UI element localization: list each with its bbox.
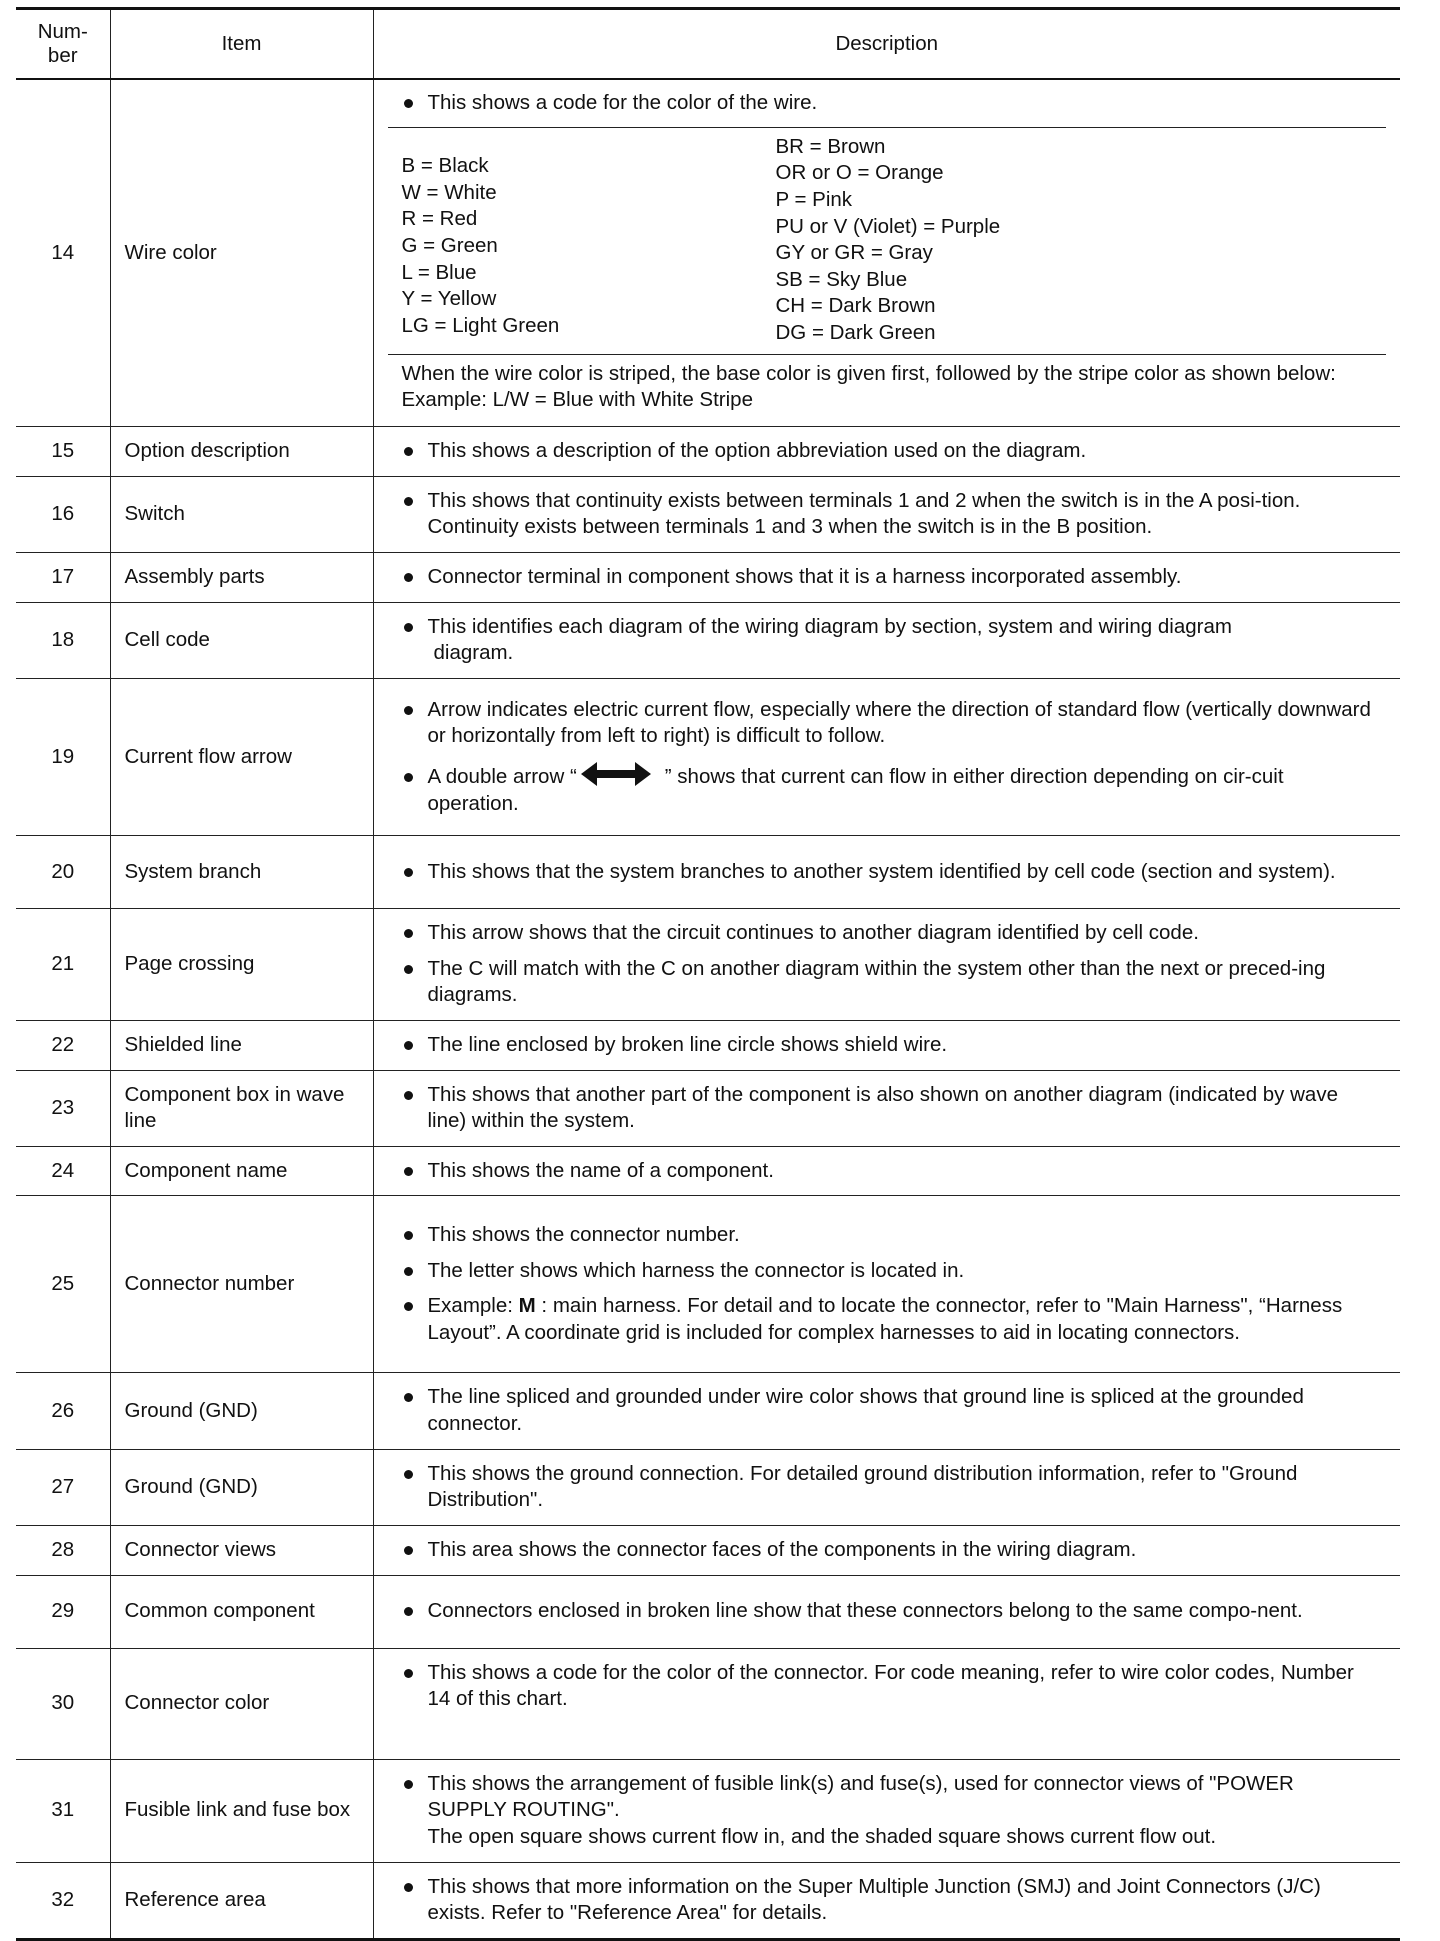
- row-item: Connector views: [110, 1526, 373, 1576]
- color-code: Y = Yellow: [401, 287, 497, 311]
- table-row: [16, 1373, 1400, 1449]
- row-number: 20: [16, 835, 110, 908]
- description-bullet: The line enclosed by broken line circle shows shield wire.: [402, 1032, 1373, 1059]
- row-item: Wire color: [110, 79, 373, 427]
- row-description: [373, 1373, 1400, 1449]
- row-item: Fusible link and fuse box: [110, 1759, 373, 1862]
- description-bullet: This shows a description of the option abbreviation used on the diagram.: [402, 438, 1373, 465]
- row-item: Assembly parts: [110, 552, 373, 602]
- row-number: 23: [16, 1070, 110, 1146]
- row-description: [373, 1526, 1400, 1576]
- description-bullet: This shows that the system branches to another system identified by cell code (section and system).: [402, 859, 1373, 886]
- description-bullet: This shows that more information on the Super Multiple Junction (SMJ) and Joint Connectors (J/C) exists. Refer to "Reference Area" for details.: [402, 1874, 1373, 1927]
- color-code: CH = Dark Brown: [775, 294, 936, 318]
- description-bullet: The letter shows which harness the connector is located in.: [402, 1258, 1373, 1285]
- bullet-text-continued: The open square shows current flow in, and the shaded square shows current flow out.: [427, 1824, 1217, 1848]
- description-bullet: [402, 764, 1373, 817]
- description-bullet: This arrow shows that the circuit continues to another diagram identified by cell code.: [402, 920, 1373, 947]
- row-description: [373, 835, 1400, 908]
- row-item: Page crossing: [110, 908, 373, 1020]
- description-bullet: This shows the name of a component.: [402, 1158, 1373, 1185]
- row-description: [373, 427, 1400, 477]
- table-row: [16, 1196, 1400, 1373]
- table-row: [16, 79, 1400, 427]
- description-bullet: This shows that another part of the component is also shown on another diagram (indicated by wave line) within the system.: [402, 1082, 1373, 1135]
- description-bullet: This shows the ground connection. For detailed ground distribution information, refer to "Ground Distribution".: [402, 1461, 1373, 1514]
- description-bullet: Arrow indicates electric current flow, especially where the direction of standard flow (vertically downward or horizontally from left to right) is difficult to follow.: [402, 697, 1373, 750]
- row-description: [373, 1862, 1400, 1939]
- color-code: P = Pink: [775, 187, 853, 211]
- table-row: [16, 1449, 1400, 1525]
- table-row: [16, 908, 1400, 1020]
- table-row: [16, 476, 1400, 552]
- header-description: Description: [373, 9, 1400, 80]
- stripe-example: Example: L/W = Blue with White Stripe: [401, 388, 753, 412]
- wire-color-list-left: [402, 141, 776, 339]
- description-bullet: This shows that continuity exists between terminals 1 and 2 when the switch is in the A posi-tion. Continuity exists between terminals 1 and 3 when the switch is in the B position.: [402, 488, 1373, 541]
- row-description: [373, 1575, 1400, 1648]
- stripe-explanation: [388, 354, 1387, 422]
- row-number: 32: [16, 1862, 110, 1939]
- row-number: 16: [16, 476, 110, 552]
- wiring-diagram-legend-table: [16, 7, 1400, 1941]
- row-description: [373, 1648, 1400, 1759]
- description-bullet: [402, 1293, 1373, 1346]
- row-item: Reference area: [110, 1862, 373, 1939]
- bullet-text-continued: diagram.: [433, 641, 514, 665]
- table-row: [16, 1146, 1400, 1196]
- description-bullet: This area shows the connector faces of the components in the wiring diagram.: [402, 1537, 1373, 1564]
- table-row: [16, 678, 1400, 835]
- row-description: [373, 1020, 1400, 1070]
- description-bullet: The line spliced and grounded under wire color shows that ground line is spliced at the grounded connector.: [402, 1384, 1373, 1437]
- color-code: SB = Sky Blue: [775, 267, 908, 291]
- row-item: Component box in wave line: [110, 1070, 373, 1146]
- color-code: OR or O = Orange: [775, 161, 944, 185]
- description-bullet: This shows the connector number.: [402, 1222, 1373, 1249]
- table-row: [16, 1759, 1400, 1862]
- row-item: Ground (GND): [110, 1449, 373, 1525]
- row-number: 14: [16, 79, 110, 427]
- color-code: W = White: [401, 180, 497, 204]
- row-number: 19: [16, 678, 110, 835]
- table-row: [16, 1020, 1400, 1070]
- row-description: [373, 1449, 1400, 1525]
- row-description: [373, 678, 1400, 835]
- table-row: [16, 1648, 1400, 1759]
- row-number: 18: [16, 602, 110, 678]
- row-number: 30: [16, 1648, 110, 1759]
- row-item: Cell code: [110, 602, 373, 678]
- bullet-text: A double arrow “: [427, 764, 577, 788]
- color-code: DG = Dark Green: [775, 321, 936, 345]
- double-arrow-icon: [581, 761, 651, 787]
- description-bullet: The C will match with the C on another diagram within the system other than the next or preced-ing diagrams.: [402, 956, 1373, 1009]
- table-row: [16, 427, 1400, 477]
- row-number: 27: [16, 1449, 110, 1525]
- row-number: 15: [16, 427, 110, 477]
- table-row: [16, 1862, 1400, 1939]
- spec-table-wrapper: [16, 7, 1400, 1941]
- row-number: 22: [16, 1020, 110, 1070]
- header-number: Num- ber: [16, 9, 110, 80]
- row-description: [373, 1759, 1400, 1862]
- bullet-text: This identifies each diagram of the wiring diagram by section, system and wiring diagram: [427, 614, 1232, 638]
- table-header-row: [16, 9, 1400, 80]
- row-description: [373, 1196, 1400, 1373]
- bullet-text: Example:: [427, 1294, 519, 1318]
- color-code: GY or GR = Gray: [775, 241, 933, 265]
- color-code: LG = Light Green: [401, 313, 560, 337]
- harness-letter: M: [518, 1294, 536, 1318]
- row-number: 31: [16, 1759, 110, 1862]
- table-row: [16, 1526, 1400, 1576]
- row-number: 28: [16, 1526, 110, 1576]
- description-bullet: This shows a code for the color of the connector. For code meaning, refer to wire color codes, Number 14 of this chart.: [402, 1660, 1373, 1713]
- row-item: Ground (GND): [110, 1373, 373, 1449]
- row-description: [373, 79, 1400, 427]
- row-item: Switch: [110, 476, 373, 552]
- description-bullet: Connectors enclosed in broken line show that these connectors belong to the same compo-nent.: [402, 1598, 1373, 1625]
- wire-color-code-grid: [388, 127, 1387, 354]
- description-bullet: This shows a code for the color of the wire.: [402, 90, 1373, 117]
- description-bullet: [402, 1771, 1373, 1851]
- color-code: G = Green: [401, 233, 498, 257]
- row-number: 25: [16, 1196, 110, 1373]
- table-row: [16, 835, 1400, 908]
- row-description: [373, 908, 1400, 1020]
- row-number: 29: [16, 1575, 110, 1648]
- description-bullet: [402, 614, 1373, 667]
- bullet-text: ” shows that current can flow in either direction depending on cir-cuit operation.: [427, 764, 1284, 815]
- row-item: Current flow arrow: [110, 678, 373, 835]
- color-code: L = Blue: [401, 260, 477, 284]
- table-row: [16, 1070, 1400, 1146]
- stripe-text: When the wire color is striped, the base color is given first, followed by the stripe color as shown below:: [401, 361, 1336, 385]
- row-number: 21: [16, 908, 110, 1020]
- table-row: [16, 1575, 1400, 1648]
- wire-color-list-right: [776, 134, 1373, 347]
- row-number: 24: [16, 1146, 110, 1196]
- bullet-text: : main harness. For detail and to locate the connector, refer to "Main Harness", “Harness Layout”. A coordinate grid is included for complex harnesses to aid in locating connectors.: [427, 1294, 1343, 1345]
- row-description: [373, 602, 1400, 678]
- bullet-text: This shows the arrangement of fusible link(s) and fuse(s), used for connector views of "POWER SUPPLY ROUTING".: [427, 1771, 1294, 1822]
- row-description: [373, 476, 1400, 552]
- row-description: [373, 1070, 1400, 1146]
- row-item: System branch: [110, 835, 373, 908]
- row-item: Shielded line: [110, 1020, 373, 1070]
- row-number: 26: [16, 1373, 110, 1449]
- row-item: Option description: [110, 427, 373, 477]
- row-description: [373, 552, 1400, 602]
- color-code: BR = Brown: [775, 134, 886, 158]
- row-item: Connector color: [110, 1648, 373, 1759]
- header-item: Item: [110, 9, 373, 80]
- row-item: Connector number: [110, 1196, 373, 1373]
- color-code: PU or V (Violet) = Purple: [775, 214, 1001, 238]
- row-item: Component name: [110, 1146, 373, 1196]
- table-row: [16, 552, 1400, 602]
- color-code: R = Red: [401, 207, 478, 231]
- table-row: [16, 602, 1400, 678]
- row-item: Common component: [110, 1575, 373, 1648]
- row-description: [373, 1146, 1400, 1196]
- row-number: 17: [16, 552, 110, 602]
- color-code: B = Black: [401, 153, 489, 177]
- description-bullet: Connector terminal in component shows that it is a harness incorporated assembly.: [402, 564, 1373, 591]
